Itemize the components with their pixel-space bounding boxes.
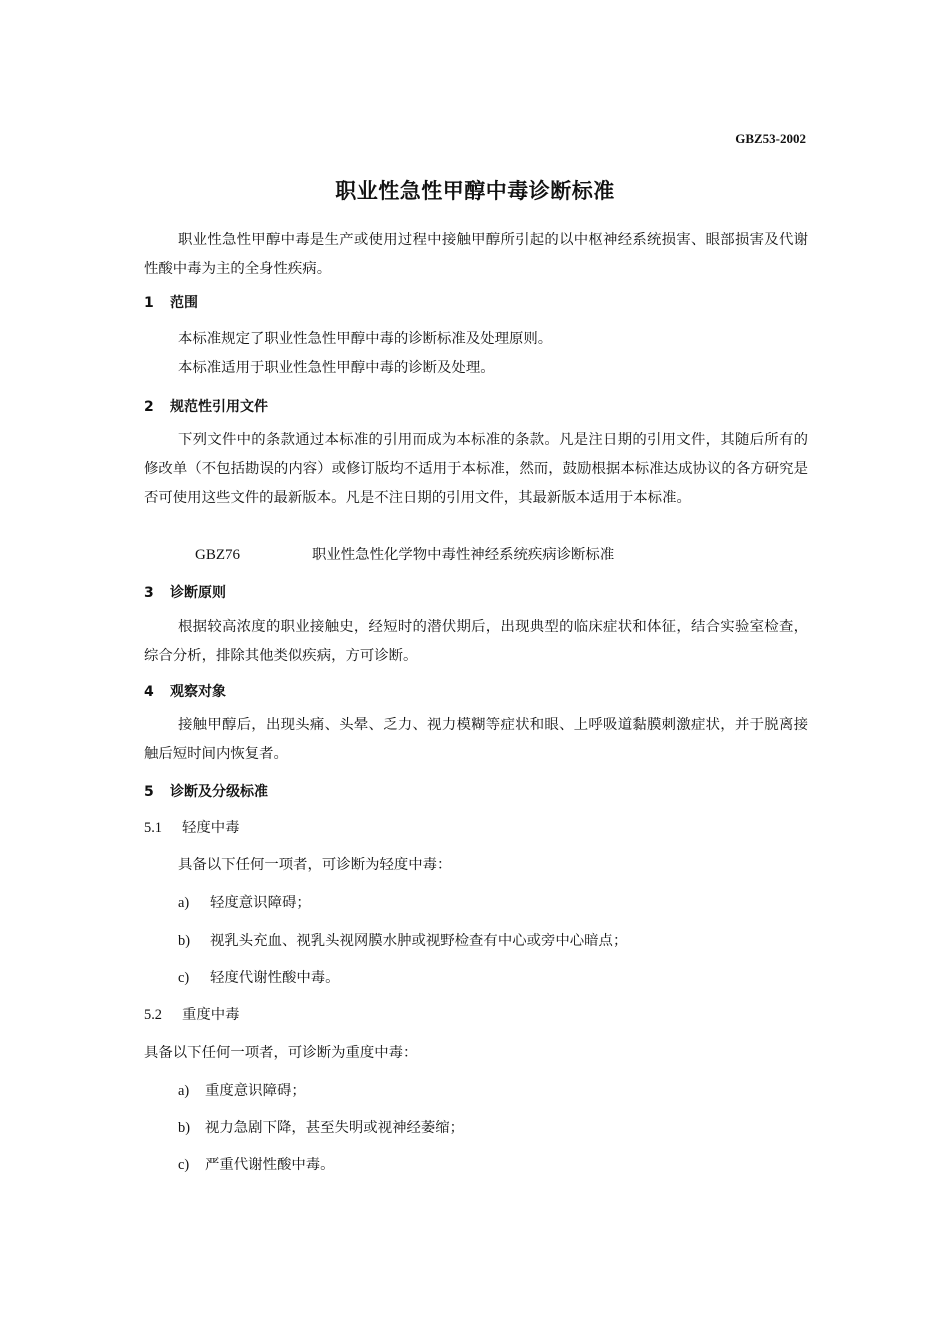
severe-lead: 具备以下任何一项者，可诊断为重度中毒： (144, 1045, 418, 1061)
item-text: 重度意识障碍； (205, 1083, 306, 1099)
section-title: 规范性引用文件 (170, 399, 268, 415)
item-mark: b) (178, 933, 190, 949)
section-title: 范围 (170, 295, 198, 311)
observation-paragraph: 接触甲醇后，出现头痛、头晕、乏力、视力模糊等症状和眼、上呼吸道黏膜刺激症状，并于脱离接触后短时间内恢复者。 (144, 717, 808, 762)
item-mark: a) (178, 1083, 190, 1099)
section-number: 3 (144, 585, 154, 601)
subsection-number: 5.2 (144, 1007, 162, 1023)
references-paragraph: 下列文件中的条款通过本标准的引用而成为本标准的条款。凡是注日期的引用文件，其随后所有的修改单（不包括勘误的内容）或修订版均不适用于本标准，然而，鼓励根据本标准达成协议的各方研究是否可使用这些文件的最新版本。凡是不注日期的引用文件，其最新版本适用于本标准。 (144, 432, 808, 506)
list-item (178, 968, 340, 988)
list-item (178, 1155, 335, 1175)
principle-paragraph: 根据较高浓度的职业接触史，经短时的潜伏期后，出现典型的临床症状和体征，结合实验室检查，综合分析，排除其他类似疾病，方可诊断。 (144, 619, 808, 664)
document-title: 职业性急性甲醇中毒诊断标准 (335, 179, 615, 203)
scope-line-2: 本标准适用于职业性急性甲醇中毒的诊断及处理。 (178, 360, 495, 376)
intro-paragraph: 职业性急性甲醇中毒是生产或使用过程中接触甲醇所引起的以中枢神经系统损害、眼部损害及代谢性酸中毒为主的全身性疾病。 (144, 232, 808, 277)
section-number: 1 (144, 295, 154, 311)
item-mark: b) (178, 1120, 190, 1136)
section-number: 5 (144, 784, 154, 800)
scope-line-1: 本标准规定了职业性急性甲醇中毒的诊断标准及处理原则。 (178, 331, 553, 347)
item-text: 轻度代谢性酸中毒。 (210, 970, 340, 986)
subsection-number: 5.1 (144, 820, 162, 836)
item-text: 视力急剧下降，甚至失明或视神经萎缩； (205, 1120, 465, 1136)
section-number: 4 (144, 684, 154, 700)
subsection-title: 重度中毒 (182, 1007, 240, 1023)
reference-title: 职业性急性化学物中毒性神经系统疾病诊断标准 (312, 547, 615, 563)
standard-code: GBZ53-2002 (735, 131, 806, 146)
list-item (178, 1081, 306, 1101)
subsection-heading-severe (144, 1005, 240, 1025)
section-heading-principle (144, 583, 226, 603)
section-title: 诊断原则 (170, 585, 226, 601)
subsection-title: 轻度中毒 (182, 820, 240, 836)
section-heading-references (144, 397, 268, 417)
subsection-heading-mild (144, 818, 240, 838)
list-item (178, 931, 627, 951)
section-heading-grading (144, 782, 268, 802)
section-title: 诊断及分级标准 (170, 784, 268, 800)
section-title: 观察对象 (170, 684, 226, 700)
item-mark: c) (178, 1157, 190, 1173)
item-mark: a) (178, 895, 190, 911)
list-item (178, 1118, 464, 1138)
list-item (178, 893, 311, 913)
item-text: 视乳头充血、视乳头视网膜水肿或视野检查有中心或旁中心暗点； (210, 933, 628, 949)
section-number: 2 (144, 399, 154, 415)
item-text: 轻度意识障碍； (210, 895, 311, 911)
reference-code: GBZ76 (195, 547, 240, 563)
item-mark: c) (178, 970, 190, 986)
item-text: 严重代谢性酸中毒。 (205, 1157, 335, 1173)
section-heading-scope (144, 293, 198, 313)
mild-lead: 具备以下任何一项者，可诊断为轻度中毒： (178, 857, 452, 873)
section-heading-observation (144, 682, 226, 702)
